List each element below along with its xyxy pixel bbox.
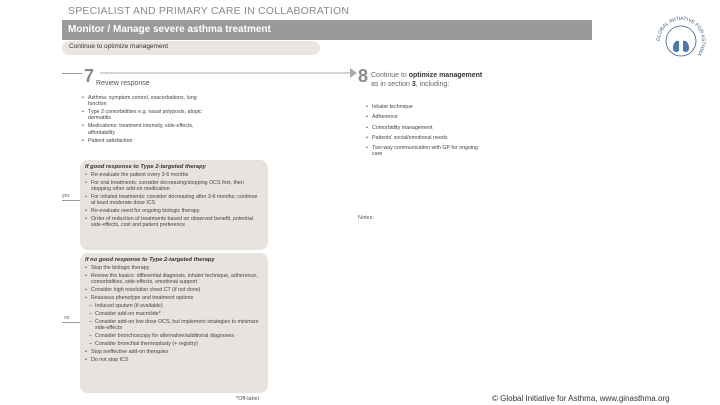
no-response-box	[80, 253, 268, 393]
no-response-item: • Reassess phenotype and treatment options	[85, 295, 263, 301]
banner-title: Monitor / Manage severe asthma treatment	[68, 24, 271, 35]
no-response-item: • Stop the biologic therapy	[85, 265, 263, 271]
no-response-item: • Do not stop ICS	[85, 357, 263, 363]
section-header-title: SPECIALIST AND PRIMARY CARE IN COLLABORATION	[68, 5, 350, 17]
copyright-notice: © Global Initiative for Asthma, www.ginasthma.org	[492, 394, 670, 403]
no-response-list	[85, 265, 263, 363]
no-connector	[62, 322, 80, 323]
step7-item: • Type 2 comorbidities e.g. nasal polyposis, atopic dermatitis	[82, 109, 202, 122]
no-response-subitem: – Consider add-on low dose OCS, but implement strategies to minimize side-effects	[85, 319, 263, 332]
optimize-pill	[62, 41, 320, 55]
no-response-subitem: – Consider add-on macrolide*	[85, 311, 263, 317]
no-response-item: • Consider high resolution chest CT (if not done)	[85, 287, 263, 293]
step8-number: 8	[358, 66, 369, 86]
step8-list	[366, 104, 486, 162]
notes-label: Notes:	[358, 215, 374, 221]
yes-label: yes	[62, 193, 70, 199]
step-arrow	[100, 67, 358, 79]
good-response-item: • For inhaled treatments: consider decreasing after 3-6 months; continue at least moderate dose ICS	[85, 194, 263, 207]
banner	[62, 20, 592, 40]
good-response-item: • For oral treatments: consider decreasing/stopping OCS first, then stopping other add-on medication	[85, 180, 263, 193]
no-response-subitem: – Consider bronchoscopy for alternative/additional diagnoses	[85, 333, 263, 339]
step8-item: • Patients' social/emotional needs	[366, 135, 486, 141]
off-label-footnote: *Off-label	[236, 396, 259, 402]
yes-connector	[62, 200, 80, 201]
arrow-right-icon	[350, 68, 357, 78]
good-response-box	[80, 160, 268, 250]
no-response-item: • Stop ineffective add-on therapies	[85, 349, 263, 355]
step7-list	[82, 95, 202, 145]
step7-rule	[62, 73, 82, 74]
step7-title: Review response	[96, 80, 150, 87]
no-label: no	[64, 315, 70, 321]
good-response-title: If good response to Type 2-targeted therapy	[85, 164, 206, 170]
step7-item: • Patient satisfaction	[82, 138, 202, 144]
good-response-item: • Re-evaluate need for ongoing biologic therapy	[85, 208, 263, 214]
step8-title: Continue to optimize management as in section 3, including:	[371, 72, 483, 88]
no-response-item: • Review the basics: differential diagnosis, inhaler technique, adherence, comorbidities, side-effects, emotional support	[85, 273, 263, 286]
step7-item: • Medications: treatment intensity, side-effects, affordability	[82, 123, 202, 136]
no-response-title: If no good response to Type 2-targeted therapy	[85, 257, 215, 263]
step7-number: 7	[84, 66, 95, 86]
optimize-pill-label: Continue to optimize management	[69, 43, 169, 50]
step8-item: • Two-way communication with GP for ongoing care	[366, 145, 486, 158]
no-response-subitem: – Consider bronchial thermoplasty (+ registry)	[85, 341, 263, 347]
good-response-item: • Order of reduction of treatments based on observed benefit, potential side-effects, cost and patient preference	[85, 216, 263, 229]
step7-item: • Asthma: symptom control, exacerbations, lung function	[82, 95, 202, 108]
step8-item: • Inhaler technique	[366, 104, 486, 110]
good-response-item: • Re-evaluate the patient every 3-6 months	[85, 172, 263, 178]
no-response-subitem: – Induced sputum (if available)	[85, 303, 263, 309]
good-response-list	[85, 172, 263, 229]
step8-item: • Adherence	[366, 114, 486, 120]
step8-item: • Comorbidity management	[366, 125, 486, 131]
logo-ring-text: GLOBAL INITIATIVE FOR ASTHMA	[655, 15, 707, 57]
gina-logo	[654, 14, 708, 68]
